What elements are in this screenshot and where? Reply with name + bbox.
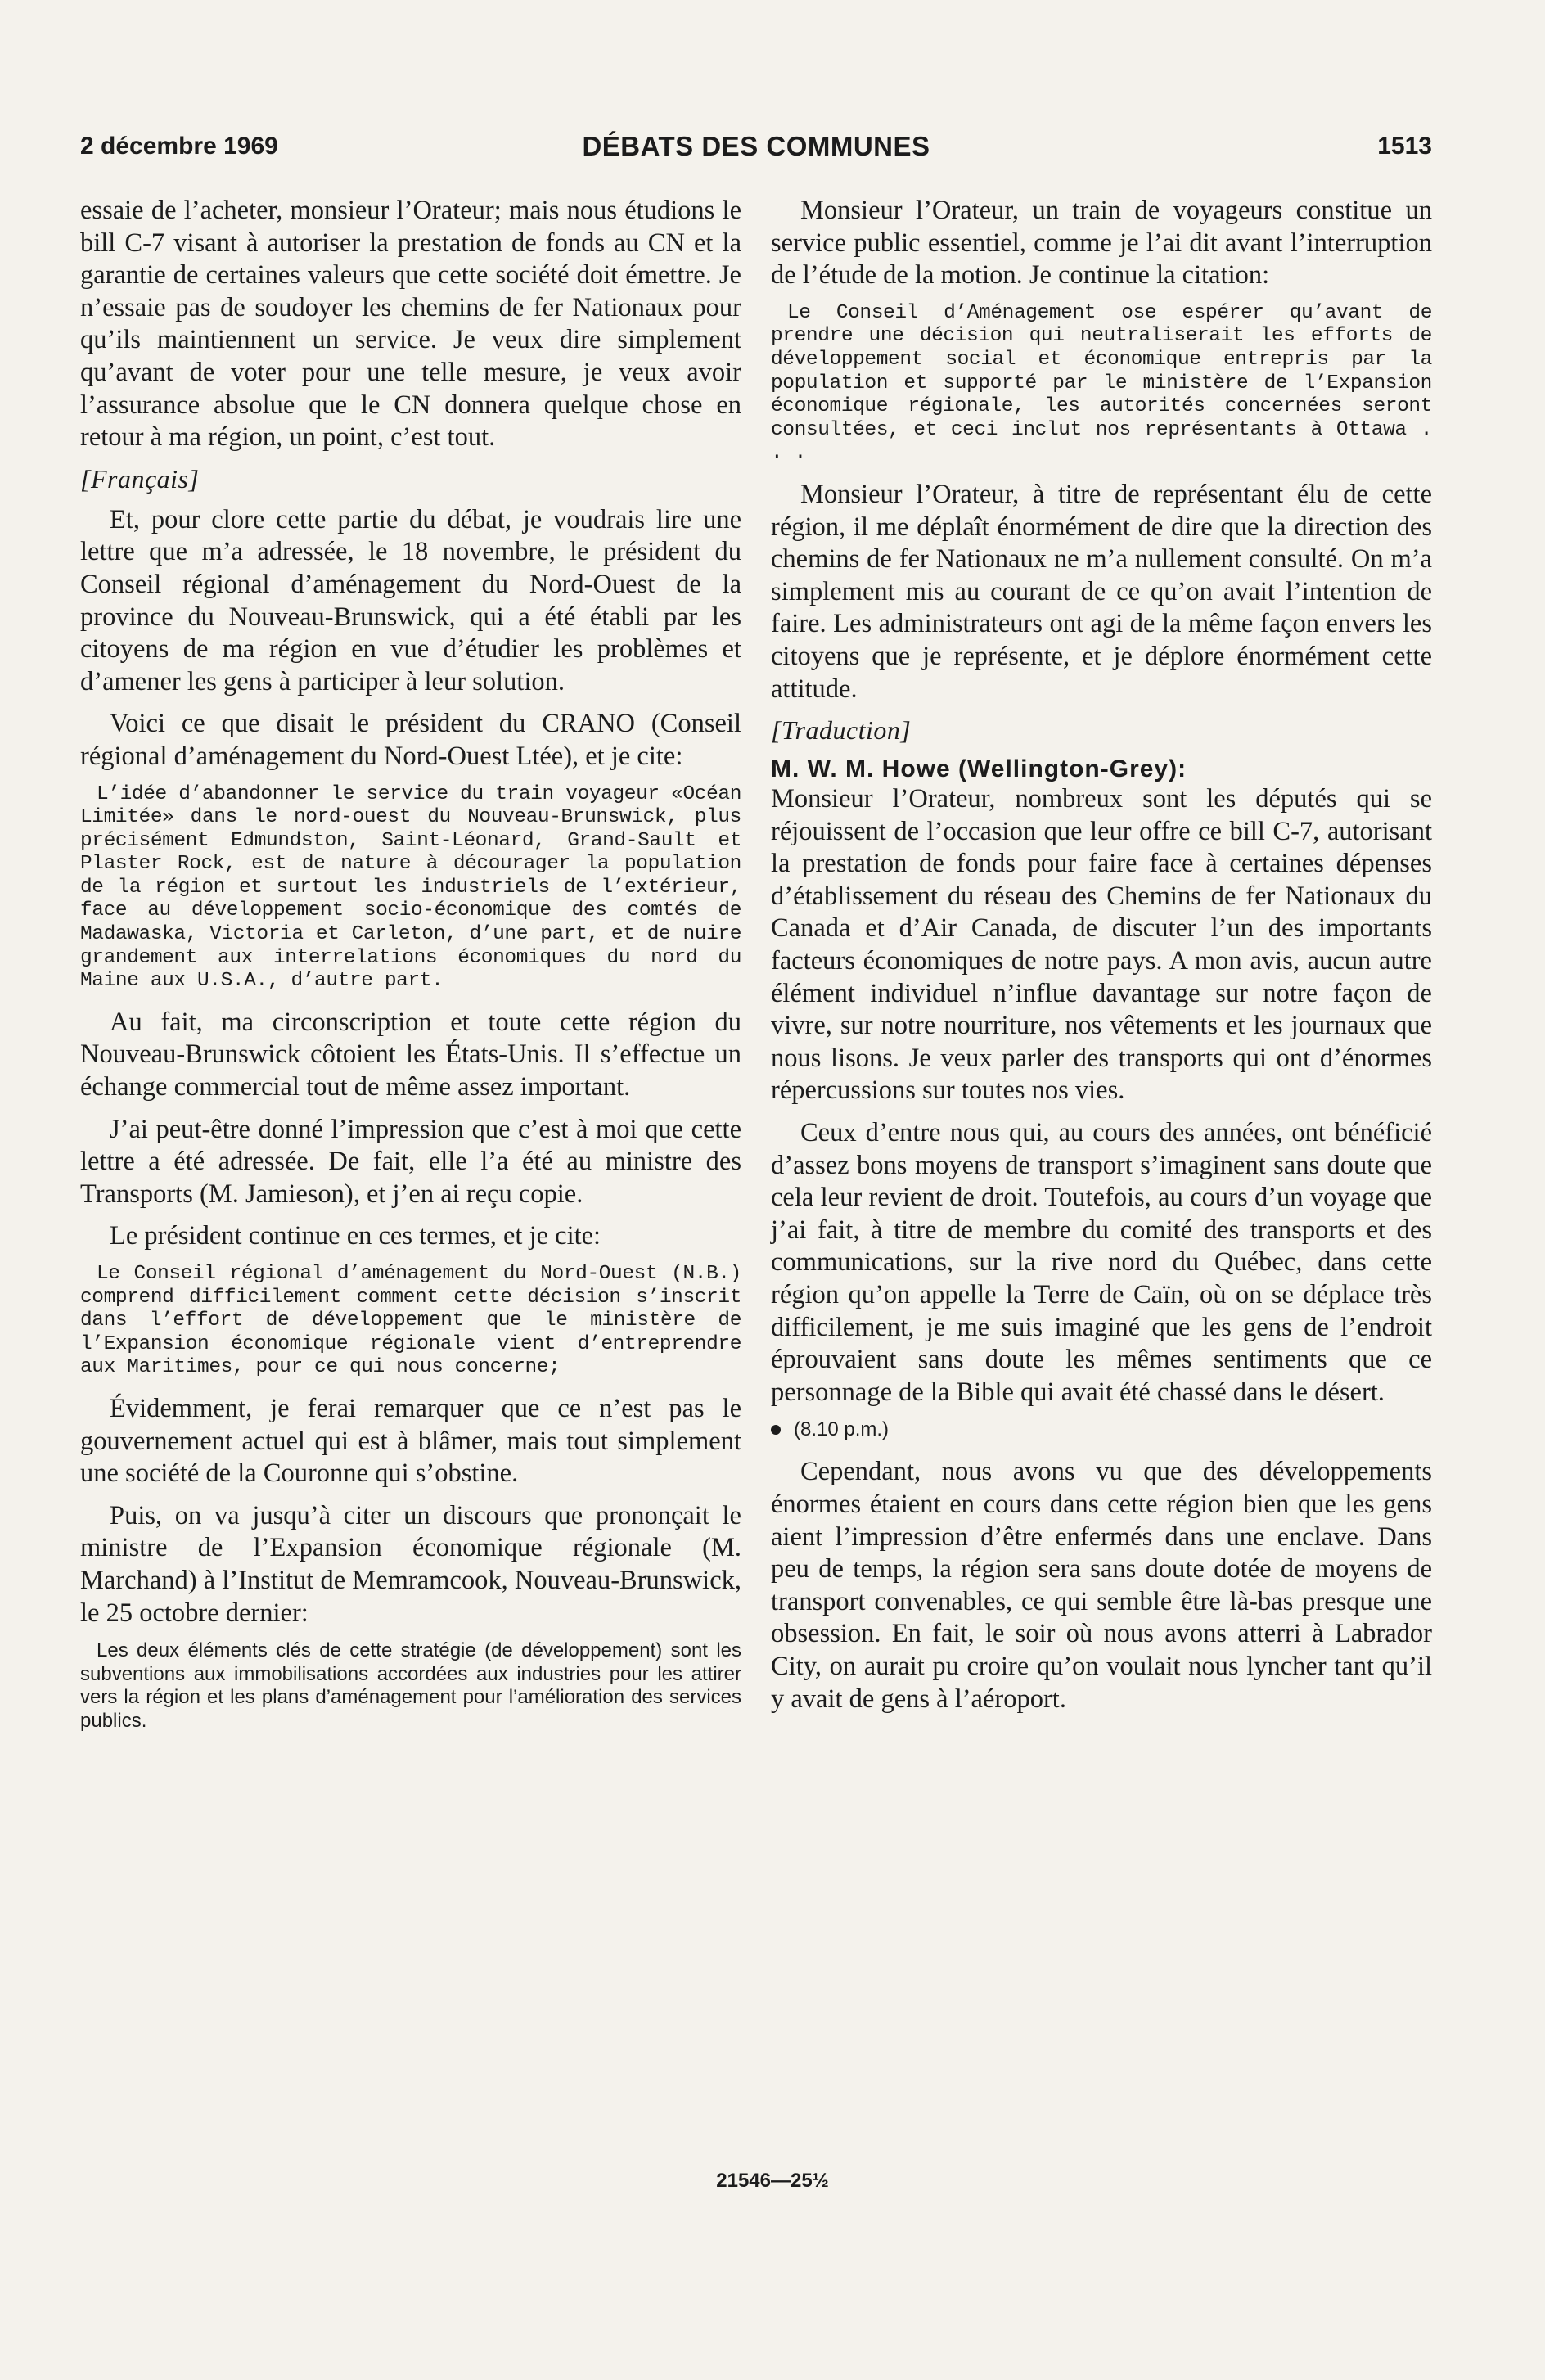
paragraph: J’ai peut-être donné l’impression que c’est à moi que cette lettre a été adressée. De fait, elle l’a été au ministre des Transports (M. Jamieson), et j’en ai reçu copie. <box>80 1114 741 1209</box>
paragraph: Cependant, nous avons vu que des développements énormes étaient en cours dans cette région bien que les gens aient l’impression d’être enfermés dans une enclave. Dans peu de temps, la région sera sans doute dotée de moyens de transport convenables, ce qui semble être là-bas presque une obsession. En fait, le soir où nous avons atterri à Labrador City, on aurait pu croire qu’on voulait nous lyncher tant qu’il y avait de gens à l’aéroport. <box>771 1457 1432 1714</box>
paragraph: Monsieur l’Orateur, à titre de représentant élu de cette région, il me déplaît énormément de dire que la direction des chemins de fer Nationaux ne m’a nullement consulté. On m’a simplement mis au courant de ce qu’on avait l’intention de faire. Les administrateurs ont agi de la même façon envers les citoyens que je représente, et je déplore énormément cette attitude. <box>771 479 1432 704</box>
paragraph: Le président continue en ces termes, et je cite: <box>110 1221 601 1251</box>
quotation: L’idée d’abandonner le service du train voyageur «Océan Limitée» dans le nord-ouest du Nouveau-Brunswick, plus précisément Edmundston, Saint-Léonard, Grand-Sault et Plaster Rock, est de nature à décourager la population de la région et surtout les industriels de l’extérieur, face au développement socio-économique des comtés de Madawaska, Victoria et Carleton, d’une part, et de nuire grandement aux interrelations économiques du nord du Maine aux U.S.A., d’autre part. <box>80 782 741 993</box>
header-page-number: 1513 <box>1377 133 1432 160</box>
bullet-icon <box>771 1425 781 1435</box>
quotation: Le Conseil régional d’aménagement du Nord-Ouest (N.B.) comprend difficilement comment cette décision s’inscrit dans l’effort de développement que le ministère de l’Expansion économique régionale vient d’entreprendre aux Maritimes, pour ce qui nous concerne; <box>80 1263 741 1379</box>
paragraph: Monsieur l’Orateur, nombreux sont les députés qui se réjouissent de l’occasion que leur offre ce bill C-7, autorisant la prestation de fonds pour faire face à certaines dépenses d’établissement du réseau des Chemins de fer Nationaux du Canada et d’Air Canada, de discuter l’un des importants facteurs économiques de notre pays. A mon avis, aucun autre élément individuel n’influe davantage sur notre façon de vivre, sur notre nourriture, nos vêtements et les journaux que nous lisons. Je veux parler des transports qui ont d’énormes répercussions sur toutes nos vies. <box>771 784 1432 1106</box>
paragraph: Au fait, ma circonscription et toute cette région du Nouveau-Brunswick côtoient les États-Unis. Il s’effectue un échange commercial tout de même assez important. <box>80 1007 741 1102</box>
footer-code: 21546—25½ <box>716 2170 829 2192</box>
timestamp <box>771 1418 1432 1441</box>
paragraph: Voici ce que disait le président du CRANO (Conseil régional d’aménagement du Nord-Ouest Ltée), et je cite: <box>80 709 741 771</box>
quotation: Les deux éléments clés de cette stratégie (de développement) sont les subventions aux immobilisations accordées aux industries pour les attirer vers la région et les plans d’aménagement pour l’amélioration des services publics. <box>80 1639 741 1732</box>
paragraph: Ceux d’entre nous qui, au cours des années, ont bénéficié d’assez bons moyens de transport s’imaginent sans doute que cela leur revient de droit. Toutefois, au cours d’un voyage que j’ai fait, à titre de membre du comité des transports et des communications, sur la rive nord du Québec, dans cette région qu’on appelle la Terre de Caïn, où on se déplace très difficilement, je me suis imaginé que les gens de l’endroit éprouvaient sans doute les mêmes sentiments que ce personnage de la Bible qui avait été chassé dans le désert. <box>771 1118 1432 1407</box>
speaker-name: M. W. M. Howe (Wellington-Grey): <box>771 755 1187 783</box>
page-header <box>80 133 1432 169</box>
paragraph: Et, pour clore cette partie du débat, je voudrais lire une lettre que m’a adressée, le 18 novembre, le président du Conseil régional d’aménagement du Nord-Ouest de la province du Nouveau-Brunswick, qui a été établi par les citoyens de ma région en vue d’étudier les problèmes et d’amener les gens à participer à leur solution. <box>80 504 741 696</box>
paragraph: Puis, on va jusqu’à citer un discours que prononçait le ministre de l’Expansion économique régionale (M. Marchand) à l’Institut de Memramcook, Nouveau-Brunswick, le 25 octobre dernier: <box>80 1500 741 1628</box>
quotation: Le Conseil d’Aménagement ose espérer qu’avant de prendre une décision qui neutraliserait les efforts de développement social et économique entrepris par la population et supporté par le ministère de l’Expansion économique régionale, les autorités concernées seront consultées, et ceci inclut nos représentants à Ottawa . . . <box>771 301 1432 465</box>
language-marker: [Français] <box>80 463 200 494</box>
right-column <box>771 195 1432 1725</box>
left-column <box>80 195 741 1747</box>
timestamp-text: (8.10 p.m.) <box>794 1418 890 1441</box>
paragraph: essaie de l’acheter, monsieur l’Orateur; mais nous étudions le bill C-7 visant à autoriser la prestation de fonds au CN et la garantie de certaines valeurs que cette société doit émettre. Je n’essaie pas de soudoyer les chemins de fer Nationaux pour qu’ils maintiennent un service. Je veux dire simplement qu’avant de voter pour une telle mesure, je veux avoir l’assurance absolue que le CN donnera quelque chose en retour à ma région, un point, c’est tout. <box>80 196 741 453</box>
header-title: DÉBATS DES COMMUNES <box>582 131 930 161</box>
header-date: 2 décembre 1969 <box>80 133 278 160</box>
paragraph: Évidemment, je ferai remarquer que ce n’est pas le gouvernement actuel qui est à blâmer, mais tout simplement une société de la Couronne qui s’obstine. <box>80 1393 741 1489</box>
language-marker: [Traduction] <box>771 715 912 746</box>
paragraph: Monsieur l’Orateur, un train de voyageurs constitue un service public essentiel, comme je l’ai dit avant l’interruption de l’étude de la motion. Je continue la citation: <box>771 196 1432 291</box>
